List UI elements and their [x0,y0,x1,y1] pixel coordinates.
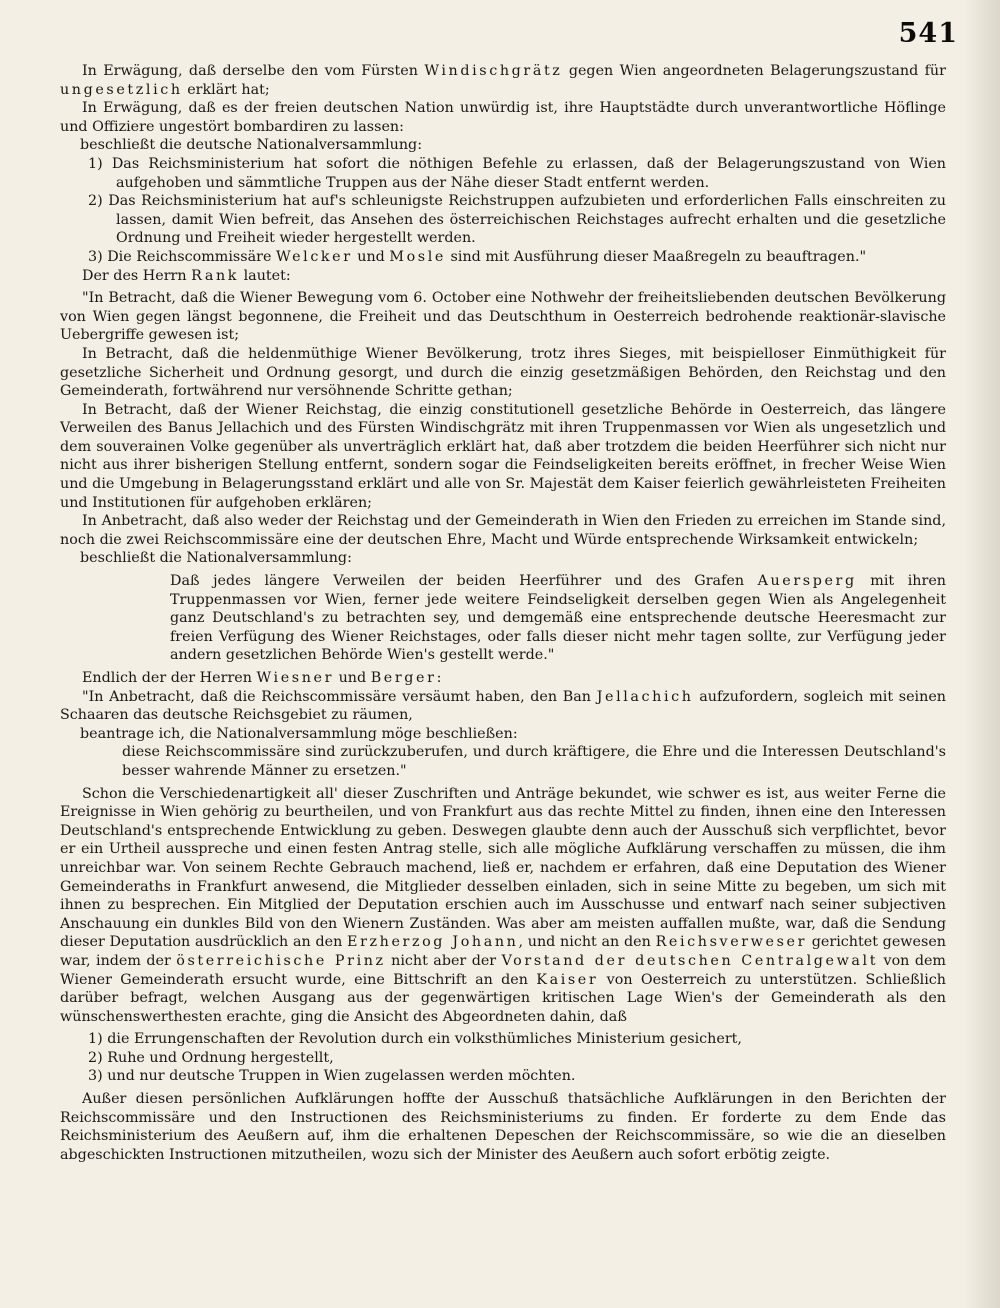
text-run: von Oesterreich zu unterstützen. Schließlich darüber befragt, welchen Ausgang aus der gegenwärtigen kritischen Lage Wien's der Gemeinderath als den wünschenswerthesten erachte, ging die Ansicht des Abgeordneten dahin, daß [60,971,947,1025]
paragraph [60,345,946,401]
document-body [60,62,946,1164]
text-run: beschließt die deutsche Nationalversammlung: [80,137,423,154]
text-run: In Erwägung, daß es der freien deutschen Nation unwürdig ist, ihre Hauptstädte durch unverantwortliche Höflinge und Offiziere ungestört bombardiren zu lassen: [60,100,946,135]
paragraph [60,248,946,267]
paragraph [60,136,946,155]
paragraph [60,725,946,744]
text-run: In Erwägung, daß derselbe den vom Fürsten [82,63,425,79]
emphasized-name: Rank [191,267,240,284]
paragraph [60,549,946,568]
emphasized-name: Berger [370,670,437,686]
emphasized-name: ungesetzlich [60,81,183,98]
text-run: 2) Das Reichsministerium hat auf's schleunigste Reichstruppen aufzubieten und erforderlichen Falls einschreiten zu lassen, damit Wien befreit, das Ansehen des österreichischen Reichstages aufrecht erhalten und die gesetzliche Ordnung und Freiheit wieder hergestellt werden. [88,193,946,247]
text-run: sind mit Ausführung dieser Maaßregeln zu beauftragen." [445,248,867,265]
text-run: gerichtet gewesen war, indem der [60,934,946,969]
text-run: diese Reichscommissäre sind zurückzuberufen, und durch kräftigere, die Ehre und die Interessen Deutschland's besser wahrende Männer zu ersetzen." [122,744,946,779]
text-run: beschließt die Nationalversammlung: [80,550,352,567]
text-run: , und nicht an den [518,934,656,951]
text-run: Außer diesen persönlichen Aufklärungen hoffte der Ausschuß thatsächliche Aufklärungen in den Berichten der Reichscommissäre und den Instructionen des Reichsministeriums zu finden. Er forderte zu dem Ende das Reichsministerium des Aeußern auf, ihm die erhaltenen Depeschen der Reichscommissäre, so wie die an dieselben abgeschickten Instructionen mitzutheilen, wozu sich der Minister des Aeußern auch sofort erbötig zeigte. [60,1091,946,1163]
emphasized-name: Windischgrätz [424,63,563,79]
text-run: aufzufordern, sogleich mit seinen Schaaren das deutsche Reichsgebiet zu räumen, [60,688,946,724]
text-run: "In Betracht, daß die Wiener Bewegung vom 6. October eine Nothwehr der freiheitsliebenden deutschen Bevölkerung von Wien gegen längst begonnene, die Freiheit und das Deutschthum in Oesterreich bedrohende reaktionär-slavische Uebergriffe gewesen ist; [60,290,946,344]
text-run: lautet: [239,267,291,284]
text-run: erklärt hat; [182,81,270,98]
emphasized-name: Auersperg [757,573,857,590]
text-run: Endlich der der Herren [82,670,257,686]
text-run: Schon die Verschiedenartigkeit all' dieser Zuschriften und Anträge bekundet, wie schwer es ist, aus weiter Ferne die Ereignisse in Wien gehörig zu beurtheilen, und von Frankfurt aus das rechte Mittel zu finden, ihnen eine den Interessen Deutschland's entsprechende Entwicklung zu geben. Deswegen glaubte denn auch der Ausschuß sich verpflichtet, bevor er ein Urtheil ausspreche und einen festen Antrag stelle, sich alle mögliche Aufklärung verschaffen zu müssen, die ihm unreichbar war. Von seinem Rechte Gebrauch machend, ließ er, nachdem er erfahren, daß eine Deputation des Wiener Gemeinderaths in Frankfurt anwesend, die Mitglieder desselben einladen, sich in seine Mitte zu begeben, um sich mit ihnen zu besprechen. Ein Mitglied der Deputation erschien auch im Ausschusse und entwarf nach seiner subjectiven Anschauung ein dunkles Bild von den Wienern Zuständen. Was aber am meisten auffallen mußte, war, daß die Sendung dieser Deputation ausdrücklich an den [60,785,946,951]
paragraph [60,512,946,549]
paragraph [60,572,946,665]
paragraph [60,155,946,192]
text-run: nicht aber der [385,952,502,969]
paragraph [60,62,946,99]
text-run: In Betracht, daß der Wiener Reichstag, die einzig constitutionell gesetzliche Behörde in Oesterreich, das längere Verweilen des Banus Jellachich und des Fürsten Windischgrätz mit ihren Truppenmassen vor Wien als ungesetzlich und dem souverainen Volke gegenüber als unverträglich erklärt hat, daß aber trotzdem die beiden Heerführer sich nicht nur nicht aus ihrer bisherigen Stellung entfernt, sondern sogar die Feindseligkeiten bereits eröffnet, in frecher Weise Wien und die Umgebung in Belagerungsstand erklärt und alle von Sr. Majestät dem Kaiser feierlich gewährleisteten Freiheiten und Institutionen für aufgehoben erklären; [60,401,946,511]
paragraph [60,267,946,286]
text-run: mit ihren Truppenmassen vor Wien, ferner jede weitere Feindseligkeit derselben gegen Wien als Angelegenheit ganz Deutschland's zu betrachten sey, und demgemäß eine entsprechende deutsche Heeresmacht zur freien Verfügung des Wiener Reichstages, oder falls dieser nicht mehr tagen sollte, zur Verfügung jeder andern gesetzlichen Behörde Wien's gestellt werde." [170,573,946,664]
emphasized-name: Reichsverweser [655,934,808,951]
text-run: und [334,670,371,686]
emphasized-name: Vorstand der deutschen Centralgewalt [501,952,879,969]
text-run: "In Anbetracht, daß die Reichscommissäre versäumt haben, den Ban [82,688,597,705]
paragraph [60,1090,946,1164]
paragraph [60,1067,946,1086]
paragraph [60,192,946,248]
emphasized-name: Kaiser [536,971,599,988]
paragraph [60,99,946,136]
text-run: In Betracht, daß die heldenmüthige Wiener Bevölkerung, trotz ihres Sieges, mit beispielloser Einmüthigkeit für gesetzliche Sicherheit und Ordnung gesorgt, und durch die einzig gesetzmäßigen Behörden, den Reichstag und den Gemeinderath, fortwährend nur versöhnende Schritte gethan; [60,345,946,400]
paragraph [60,785,946,1027]
emphasized-name: Wiesner [256,670,335,686]
emphasized-name: Mosle [389,248,446,265]
text-run: beantrage ich, die Nationalversammlung möge beschließen: [80,725,518,742]
text-run: : [436,670,442,686]
emphasized-name: Erzherzog Johann [347,934,519,951]
page-number: 541 [898,18,958,49]
paragraph [60,1049,946,1068]
paragraph [60,401,946,513]
emphasized-name: Jellachich [596,688,694,705]
text-run: 1) Das Reichsministerium hat sofort die nöthigen Befehle zu erlassen, daß der Belagerungszustand von Wien aufgehoben und sämmtliche Truppen aus der Nähe dieser Stadt entfernt werden. [88,155,946,191]
emphasized-name: Welcker [275,248,353,265]
text-run: und [352,248,390,265]
text-run: In Anbetracht, daß also weder der Reichstag und der Gemeinderath in Wien den Frieden zu erreichen im Stande sind, noch die zwei Reichscommissäre eine der deutschen Ehre, Macht und Würde entsprechende Wirksamkeit entwickeln; [60,513,946,548]
text-run: Daß jedes längere Verweilen der beiden Heerführer und des Grafen [170,573,758,590]
text-run: 3) und nur deutsche Truppen in Wien zugelassen werden möchten. [88,1068,576,1085]
text-run: 3) Die Reichscommissäre [88,248,276,265]
emphasized-name: österreichische Prinz [176,952,386,969]
paragraph [60,669,946,688]
text-run: 2) Ruhe und Ordnung hergestellt, [88,1049,334,1066]
paragraph [60,289,946,345]
text-run: 1) die Errungenschaften der Revolution durch ein volksthümliches Ministerium gesichert, [88,1031,742,1048]
paragraph [60,743,946,780]
page-edge-shadow [964,0,1000,1308]
text-run: gegen Wien angeordneten Belagerungszustand für [562,63,946,79]
paragraph [60,1030,946,1049]
text-run: von dem Wiener Gemeinderath ersucht wurde, eine Bittschrift an den [60,952,946,988]
paragraph [60,688,946,725]
text-run: Der des Herrn [82,267,192,284]
